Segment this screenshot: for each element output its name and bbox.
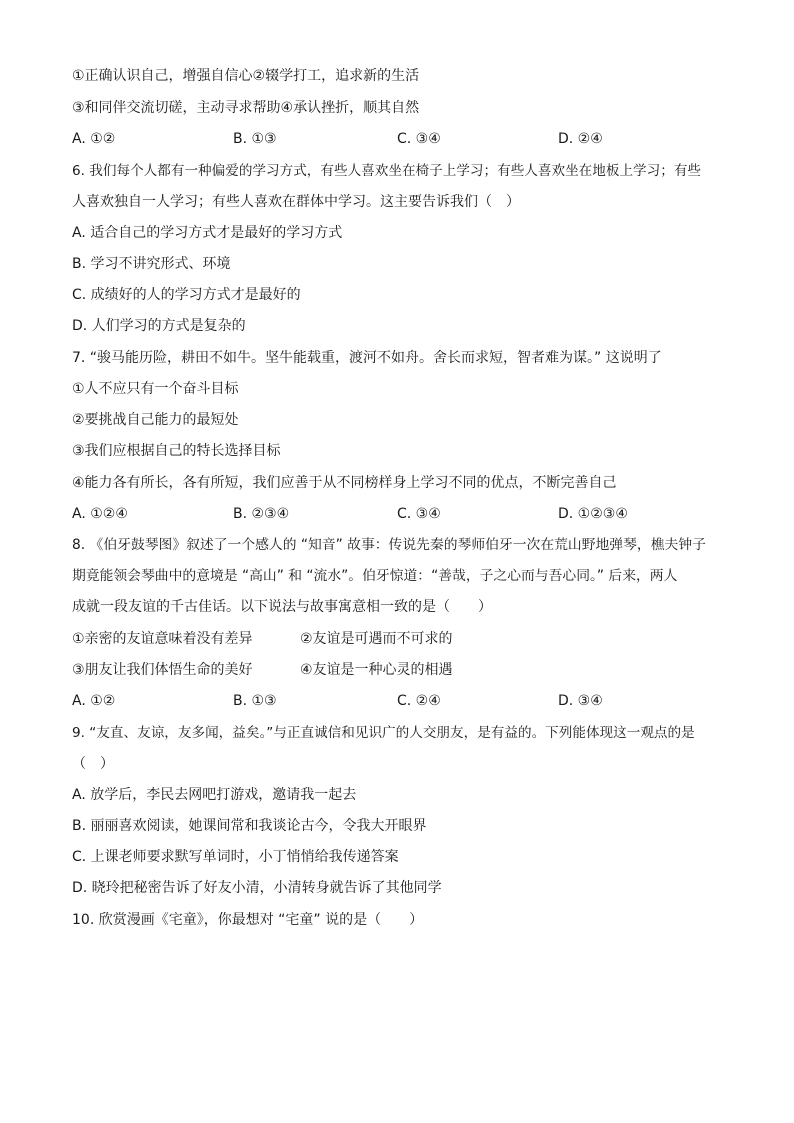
q6-stem-line-2: 人喜欢独自一人学习；有些人喜欢在群体中学习。这主要告诉我们（ ） — [72, 194, 520, 210]
q8-stem-line-2: 期竟能领会琴曲中的意境是 “高山” 和 “流水”。伯牙惊道：“善哉，子之心而与吾心同。” 后来，两人 — [72, 568, 678, 584]
q6-option-c[interactable]: C. 成绩好的人的学习方式才是最好的 — [72, 287, 301, 303]
q9-option-b[interactable]: B. 丽丽喜欢阅读，她课间常和我谈论古今，令我大开眼界 — [72, 818, 427, 834]
q8-statement-3: ③朋友让我们体悟生命的美好 — [72, 662, 253, 678]
q6-option-a[interactable]: A. 适合自己的学习方式才是最好的学习方式 — [72, 225, 343, 241]
q7-option-c[interactable]: C. ③④ — [397, 506, 441, 522]
q6-stem-line-1: 6. 我们每个人都有一种偏爱的学习方式，有些人喜欢坐在椅子上学习；有些人喜欢坐在地板上学习；有些 — [72, 163, 702, 179]
q6-option-b[interactable]: B. 学习不讲究形式、环境 — [72, 256, 231, 272]
q9-stem-line-1: 9. “友直、友谅，友多闻，益矣。”与正直诚信和见识广的人交朋友，是有益的。下列能体现这一观点的是 — [72, 725, 695, 741]
q9-option-a[interactable]: A. 放学后，李民去网吧打游戏，邀请我一起去 — [72, 787, 357, 803]
q10-stem: 10. 欣赏漫画《宅童》，你最想对 “宅童” 说的是（ ） — [72, 912, 424, 928]
q5-option-d[interactable]: D. ②④ — [558, 131, 603, 147]
q5-statement-1-2: ①正确认识自己，增强自信心②辍学打工，追求新的生活 — [72, 68, 420, 84]
q8-stem-line-1: 8. 《伯牙鼓琴图》叙述了一个感人的 “知音” 故事：传说先秦的琴师伯牙一次在荒山野地弹琴，樵夫钟子 — [72, 537, 706, 553]
q8-statement-2: ②友谊是可遇而不可求的 — [300, 631, 453, 647]
q7-statement-3: ③我们应根据自己的特长选择目标 — [72, 443, 281, 459]
q7-statement-2: ②要挑战自己能力的最短处 — [72, 412, 239, 428]
q8-option-c[interactable]: C. ②④ — [397, 693, 441, 709]
q5-option-a[interactable]: A. ①② — [72, 131, 116, 147]
q7-option-a[interactable]: A. ①②④ — [72, 506, 128, 522]
q7-option-d[interactable]: D. ①②③④ — [558, 506, 628, 522]
q9-stem-line-2: （ ） — [72, 756, 114, 772]
q8-stem-line-3: 成就一段友谊的千古佳话。以下说法与故事寓意相一致的是（ ） — [72, 599, 492, 615]
q8-option-d[interactable]: D. ③④ — [558, 693, 603, 709]
q5-option-b[interactable]: B. ①③ — [233, 131, 277, 147]
q7-stem: 7. “骏马能历险，耕田不如牛。坚牛能载重，渡河不如舟。舍长而求短，智者难为谋。” 这说明了 — [72, 350, 662, 366]
q8-statement-1: ①亲密的友谊意味着没有差异 — [72, 631, 253, 647]
q5-option-c[interactable]: C. ③④ — [397, 131, 441, 147]
q8-option-b[interactable]: B. ①③ — [233, 693, 277, 709]
q8-option-a[interactable]: A. ①② — [72, 693, 116, 709]
q7-option-b[interactable]: B. ②③④ — [233, 506, 290, 522]
q5-statement-3-4: ③和同伴交流切磋，主动寻求帮助④承认挫折，顺其自然 — [72, 100, 420, 116]
q8-statement-4: ④友谊是一种心灵的相遇 — [300, 662, 453, 678]
q7-statement-4: ④能力各有所长，各有所短，我们应善于从不同榜样身上学习不同的优点，不断完善自己 — [72, 475, 617, 491]
q6-option-d[interactable]: D. 人们学习的方式是复杂的 — [72, 318, 246, 334]
q7-statement-1: ①人不应只有一个奋斗目标 — [72, 381, 239, 397]
q9-option-c[interactable]: C. 上课老师要求默写单词时，小丁悄悄给我传递答案 — [72, 849, 399, 865]
q9-option-d[interactable]: D. 晓玲把秘密告诉了好友小清，小清转身就告诉了其他同学 — [72, 880, 442, 896]
